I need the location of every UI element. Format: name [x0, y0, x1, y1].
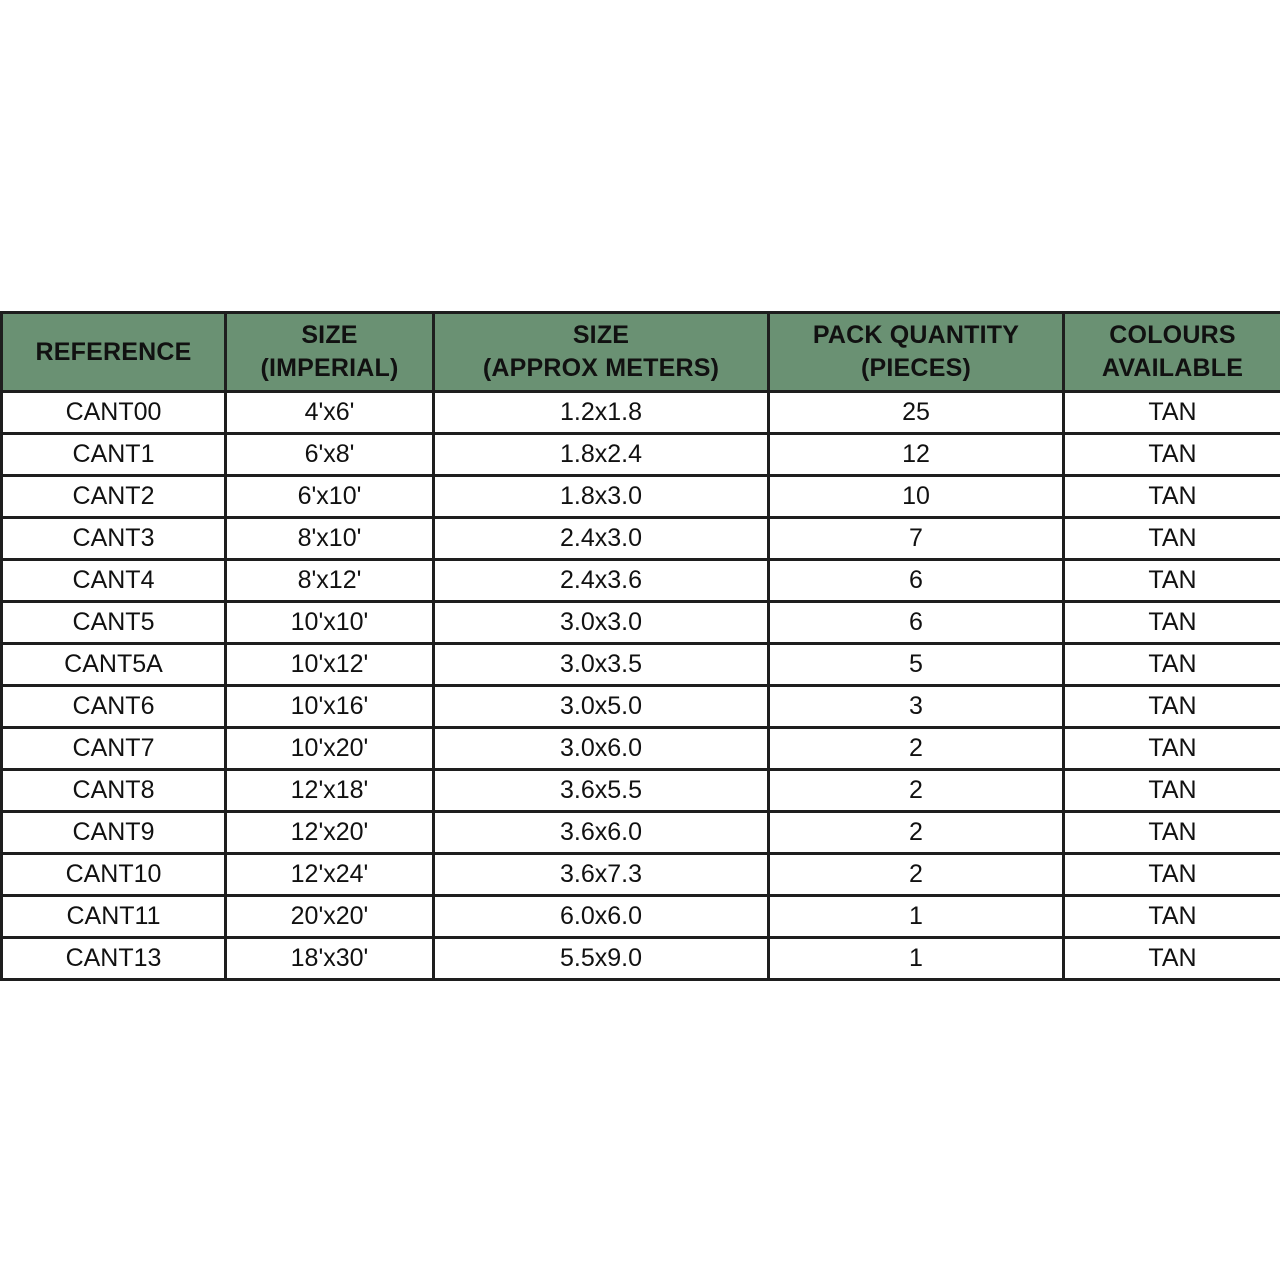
table-row	[2, 560, 1280, 602]
cell-size-imperial: 20'x20'	[226, 896, 434, 938]
table-body	[2, 392, 1280, 980]
header-reference	[2, 313, 226, 392]
table-row	[2, 770, 1280, 812]
header-size-imperial-line1: SIZE	[301, 321, 358, 349]
cell-colour: TAN	[1064, 518, 1280, 560]
header-colours-line1: COLOURS	[1109, 321, 1236, 349]
cell-size-meters: 2.4x3.6	[434, 560, 769, 602]
cell-colour: TAN	[1064, 434, 1280, 476]
cell-reference: CANT13	[2, 938, 226, 980]
cell-colour: TAN	[1064, 728, 1280, 770]
cell-size-meters: 3.0x6.0	[434, 728, 769, 770]
table-row	[2, 728, 1280, 770]
cell-colour: TAN	[1064, 896, 1280, 938]
cell-size-imperial: 4'x6'	[226, 392, 434, 434]
cell-size-imperial: 10'x16'	[226, 686, 434, 728]
cell-colour: TAN	[1064, 854, 1280, 896]
table-row	[2, 938, 1280, 980]
table-row	[2, 518, 1280, 560]
cell-colour: TAN	[1064, 560, 1280, 602]
cell-size-imperial: 10'x12'	[226, 644, 434, 686]
cell-reference: CANT11	[2, 896, 226, 938]
table-row	[2, 854, 1280, 896]
cell-size-meters: 1.2x1.8	[434, 392, 769, 434]
header-pack-quantity-line1: PACK QUANTITY	[812, 321, 1020, 349]
cell-size-meters: 3.6x7.3	[434, 854, 769, 896]
table-header-row	[2, 313, 1280, 392]
cell-colour: TAN	[1064, 602, 1280, 644]
cell-reference: CANT1	[2, 434, 226, 476]
cell-reference: CANT6	[2, 686, 226, 728]
cell-colour: TAN	[1064, 770, 1280, 812]
cell-size-imperial: 6'x10'	[226, 476, 434, 518]
header-size-meters	[434, 313, 769, 392]
cell-size-meters: 1.8x3.0	[434, 476, 769, 518]
cell-size-meters: 3.6x6.0	[434, 812, 769, 854]
cell-pack-quantity: 2	[769, 812, 1064, 854]
table-row	[2, 392, 1280, 434]
cell-reference: CANT5	[2, 602, 226, 644]
cell-colour: TAN	[1064, 476, 1280, 518]
cell-pack-quantity: 7	[769, 518, 1064, 560]
cell-reference: CANT5A	[2, 644, 226, 686]
table-row	[2, 686, 1280, 728]
cell-pack-quantity: 25	[769, 392, 1064, 434]
header-colours-line2: AVAILABLE	[1101, 354, 1244, 382]
cell-pack-quantity: 2	[769, 728, 1064, 770]
cell-pack-quantity: 3	[769, 686, 1064, 728]
cell-reference: CANT8	[2, 770, 226, 812]
product-size-table	[0, 311, 1280, 981]
cell-size-meters: 1.8x2.4	[434, 434, 769, 476]
header-size-imperial-line2: (IMPERIAL)	[260, 354, 399, 382]
cell-size-imperial: 12'x18'	[226, 770, 434, 812]
header-pack-quantity-line2: (PIECES)	[861, 354, 971, 382]
cell-size-meters: 6.0x6.0	[434, 896, 769, 938]
table-row	[2, 812, 1280, 854]
cell-size-meters: 5.5x9.0	[434, 938, 769, 980]
cell-colour: TAN	[1064, 392, 1280, 434]
cell-colour: TAN	[1064, 686, 1280, 728]
cell-size-meters: 3.6x5.5	[434, 770, 769, 812]
cell-pack-quantity: 10	[769, 476, 1064, 518]
cell-size-imperial: 6'x8'	[226, 434, 434, 476]
table-row	[2, 434, 1280, 476]
cell-colour: TAN	[1064, 644, 1280, 686]
cell-pack-quantity: 2	[769, 854, 1064, 896]
table-row	[2, 644, 1280, 686]
cell-size-imperial: 8'x12'	[226, 560, 434, 602]
cell-colour: TAN	[1064, 938, 1280, 980]
cell-size-meters: 3.0x3.0	[434, 602, 769, 644]
header-colours-available	[1064, 313, 1280, 392]
cell-pack-quantity: 1	[769, 896, 1064, 938]
cell-reference: CANT7	[2, 728, 226, 770]
cell-reference: CANT00	[2, 392, 226, 434]
cell-pack-quantity: 12	[769, 434, 1064, 476]
cell-size-imperial: 12'x20'	[226, 812, 434, 854]
cell-colour: TAN	[1064, 812, 1280, 854]
header-pack-quantity	[769, 313, 1064, 392]
header-size-imperial	[226, 313, 434, 392]
cell-size-imperial: 10'x20'	[226, 728, 434, 770]
cell-size-meters: 3.0x5.0	[434, 686, 769, 728]
product-size-table-container	[0, 311, 1280, 981]
cell-reference: CANT4	[2, 560, 226, 602]
cell-pack-quantity: 6	[769, 602, 1064, 644]
header-size-meters-line1: SIZE	[572, 321, 630, 349]
cell-size-meters: 2.4x3.0	[434, 518, 769, 560]
cell-pack-quantity: 5	[769, 644, 1064, 686]
cell-size-imperial: 10'x10'	[226, 602, 434, 644]
cell-size-imperial: 12'x24'	[226, 854, 434, 896]
cell-size-meters: 3.0x3.5	[434, 644, 769, 686]
cell-pack-quantity: 6	[769, 560, 1064, 602]
header-size-meters-line2: (APPROX METERS)	[482, 354, 720, 382]
cell-size-imperial: 18'x30'	[226, 938, 434, 980]
cell-pack-quantity: 1	[769, 938, 1064, 980]
cell-reference: CANT3	[2, 518, 226, 560]
cell-reference: CANT2	[2, 476, 226, 518]
cell-pack-quantity: 2	[769, 770, 1064, 812]
table-row	[2, 602, 1280, 644]
header-reference-label: REFERENCE	[35, 337, 192, 366]
cell-reference: CANT9	[2, 812, 226, 854]
cell-reference: CANT10	[2, 854, 226, 896]
table-row	[2, 896, 1280, 938]
cell-size-imperial: 8'x10'	[226, 518, 434, 560]
table-row	[2, 476, 1280, 518]
